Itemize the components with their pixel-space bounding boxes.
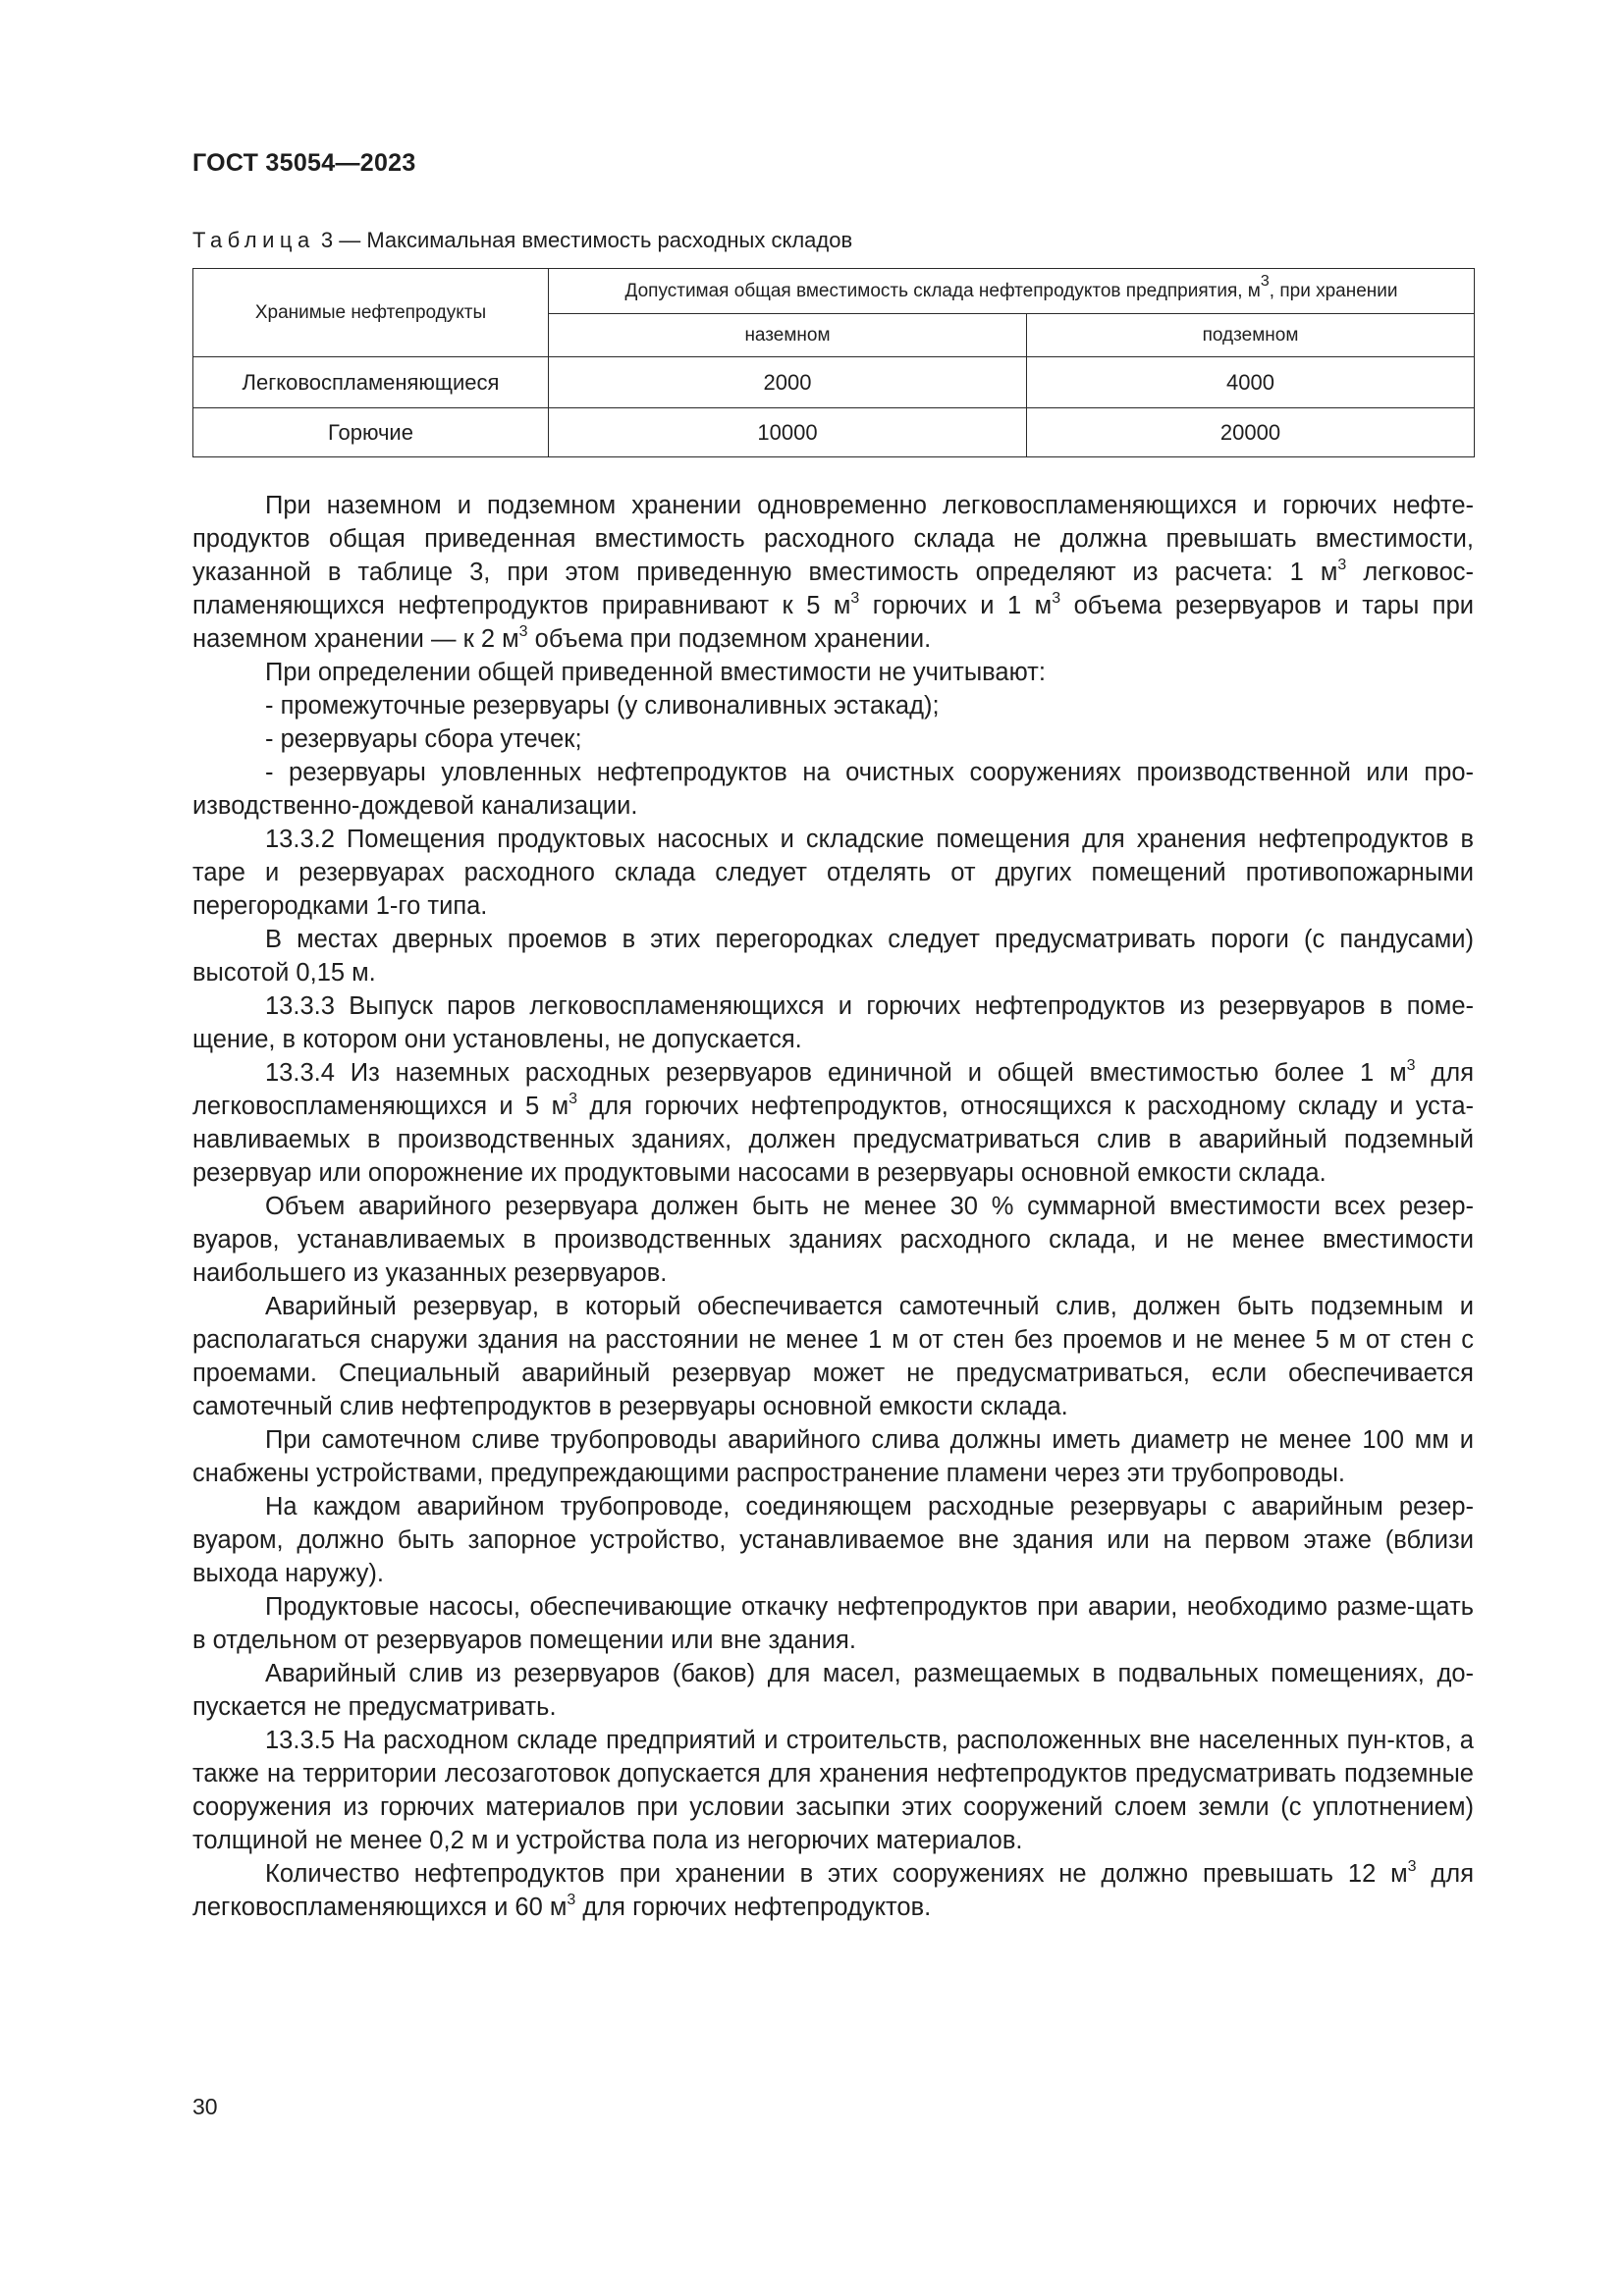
paragraph: В местах дверных проемов в этих перегородках следует предусматривать пороги (с пандусами) высотой 0,15 м. [192, 926, 1474, 987]
list-item: - резервуары уловленных нефтепродуктов на очистных сооружениях производственной или про-изводственно-дождевой канализации. [192, 759, 1474, 820]
paragraph [192, 489, 1474, 656]
list-item: - резервуары сбора утечек; [265, 725, 582, 753]
paragraph: На каждом аварийном трубопроводе, соединяющем расходные резервуары с аварийным резер-вуаром, должно быть запорное устройство, устанавливаемое вне здания или на первом этаже (вблизи выхода наружу). [192, 1493, 1474, 1587]
body-text [192, 489, 1474, 1924]
header-underground: подземном [1027, 314, 1475, 357]
paragraph: Объем аварийного резервуара должен быть не менее 30 % суммарной вместимости всех резер-вуаров, устанавливаемых в производственных зданиях расходного склада, и не менее вместимости наибольшего из указанных резервуаров. [192, 1193, 1474, 1287]
header-stored-products: Хранимые нефтепродукты [193, 269, 549, 357]
text-run: При наземном и подземном хранении одновременно легковоспламеняющихся и горючих нефте-продуктов общая приведенная вместимость расходного склада не должна превышать вместимости, указанной в таблице 3, при этом приведенную вместимость определяют из расчета: 1 м [192, 492, 1474, 586]
header-allowed-capacity [549, 269, 1475, 314]
table-caption-title: 3 — Максимальная вместимость расходных складов [314, 228, 853, 252]
paragraph: 13.3.5 На расходном складе предприятий и строительств, расположенных вне населенных пун-ктов, а также на территории лесозаготовок допускается для хранения нефтепродуктов предусматривать подземные сооружения из горючих материалов при условии засыпки этих сооружений слоем земли (с уплотнением) толщиной не менее 0,2 м и устройства пола из негорючих материалов. [192, 1727, 1474, 1854]
text-run: для горючих нефтепродуктов. [575, 1894, 932, 1921]
text-run: горючих и 1 м [859, 592, 1053, 619]
document-id-header: ГОСТ 35054—2023 [192, 149, 416, 177]
paragraph [192, 1857, 1474, 1924]
text-run: объема при подземном хранении. [527, 625, 932, 653]
text-run: для горючих нефтепродуктов, относящихся к расходному складу и уста-навливаемых в производственных зданиях, должен предусматриваться слив в аварийный подземный резервуар или опорожнение их продуктовыми насосами в резервуары основной емкости склада. [192, 1093, 1474, 1187]
table-caption-prefix: Таблица [192, 228, 315, 252]
table-row [193, 408, 1475, 457]
superscript: 3 [1337, 557, 1347, 573]
text-run: Количество нефтепродуктов при хранении в этих сооружениях не должно превышать 12 м [265, 1860, 1408, 1888]
page-number: 30 [192, 2094, 218, 2119]
cell-product: Горючие [193, 408, 549, 457]
table-caption [192, 228, 852, 253]
superscript: 3 [518, 623, 528, 640]
paragraph: Продуктовые насосы, обеспечивающие откачку нефтепродуктов при аварии, необходимо разме-щать в отдельном от резервуаров помещении или вне здания. [192, 1593, 1474, 1654]
header-allowed-capacity-text: Допустимая общая вместимость склада нефтепродуктов предприятия, м [624, 280, 1261, 301]
paragraph: Аварийный слив из резервуаров (баков) для масел, размещаемых в подвальных помещениях, до-пускается не предусматривать. [192, 1660, 1474, 1721]
text-run: объема резервуаров и тары при наземном хранении — к 2 м [192, 592, 1475, 653]
paragraph [192, 1056, 1474, 1190]
text-run: легковос-пламеняющихся нефтепродуктов приравнивают к 5 м [192, 559, 1474, 619]
paragraph: 13.3.2 Помещения продуктовых насосных и складские помещения для хранения нефтепродуктов в таре и резервуарах расходного склада следует отделять от других помещений противопожарными перегородками 1-го типа. [192, 826, 1474, 920]
superscript: 3 [568, 1091, 578, 1107]
superscript: 3 [850, 590, 860, 607]
header-allowed-capacity-tail: , при хранении [1269, 280, 1398, 301]
header-allowed-capacity-sup: 3 [1260, 272, 1270, 290]
superscript: 3 [1407, 1858, 1417, 1875]
paragraph: 13.3.3 Выпуск паров легковоспламеняющихся и горючих нефтепродуктов из резервуаров в поме-щение, в котором они установлены, не допускается. [192, 992, 1474, 1053]
cell-ground: 2000 [549, 357, 1027, 408]
header-ground: наземном [549, 314, 1027, 357]
cell-underground: 4000 [1027, 357, 1475, 408]
capacity-table [192, 268, 1475, 457]
superscript: 3 [1052, 590, 1061, 607]
cell-underground: 20000 [1027, 408, 1475, 457]
cell-product: Легковоспламеняющиеся [193, 357, 549, 408]
paragraph: При самотечном сливе трубопроводы аварийного слива должны иметь диаметр не менее 100 мм и снабжены устройствами, предупреждающими распространение пламени через эти трубопроводы. [192, 1426, 1474, 1487]
superscript: 3 [567, 1892, 576, 1908]
paragraph: При определении общей приведенной вместимости не учитывают: [265, 659, 1046, 686]
paragraph: Аварийный резервуар, в который обеспечивается самотечный слив, должен быть подземным и располагаться снаружи здания на расстоянии не менее 1 м от стен без проемов и не менее 5 м от стен с проемами. Специальный аварийный резервуар может не предусматриваться, если обеспечивается самотечный слив нефтепродуктов в резервуары основной емкости склада. [192, 1293, 1474, 1420]
cell-ground: 10000 [549, 408, 1027, 457]
superscript: 3 [1406, 1057, 1416, 1074]
text-run: 13.3.4 Из наземных расходных резервуаров единичной и общей вместимостью более 1 м [265, 1059, 1407, 1087]
text-run: для легковоспламеняющихся и 60 м [192, 1860, 1474, 1921]
text-run: для легковоспламеняющихся и 5 м [192, 1059, 1474, 1120]
table-row [193, 357, 1475, 408]
list-item: - промежуточные резервуары (у сливоналивных эстакад); [265, 692, 940, 720]
